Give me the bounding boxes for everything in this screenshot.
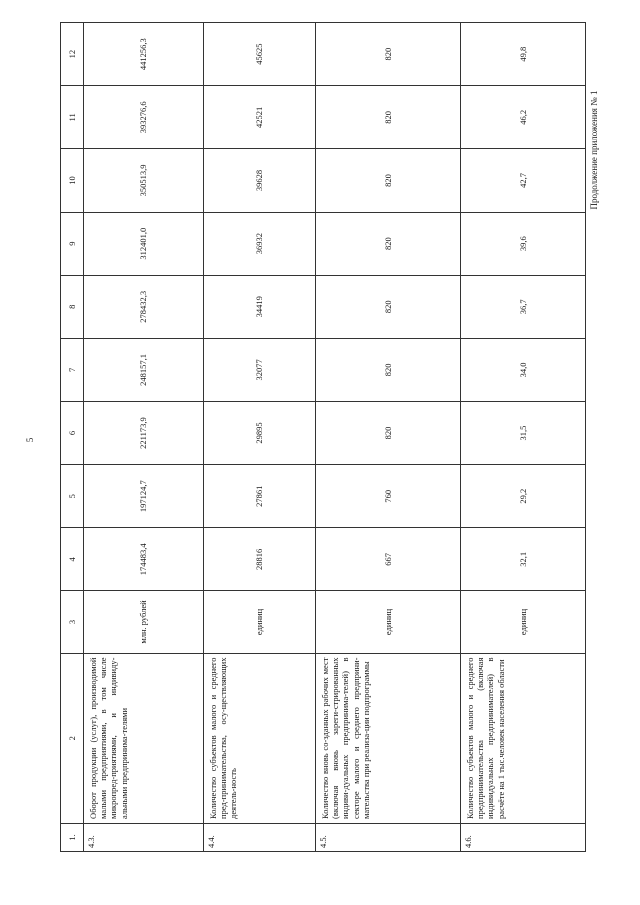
column-header: 12 [61, 23, 84, 86]
value-cell: 42,7 [461, 149, 586, 212]
value-cell: 34419 [204, 275, 316, 338]
value-cell: 820 [316, 23, 461, 86]
row-description: Количество субъектов малого и среднего пред-принимательства, осу-ществляющих деятель-ность [204, 653, 316, 823]
value-cell: 820 [316, 149, 461, 212]
column-header: 2 [61, 653, 84, 823]
table-row [204, 23, 316, 852]
value-cell: 820 [316, 338, 461, 401]
column-header: 8 [61, 275, 84, 338]
rotated-table-container [60, 22, 580, 852]
table-row [461, 23, 586, 852]
value-cell: 197124,7 [84, 465, 204, 528]
value-cell: 441256,3 [84, 23, 204, 86]
value-cell: 820 [316, 86, 461, 149]
rotated-table-frame [60, 22, 580, 852]
value-cell: 34,0 [461, 338, 586, 401]
value-cell: 42521 [204, 86, 316, 149]
value-cell: 36,7 [461, 275, 586, 338]
value-cell: 28816 [204, 528, 316, 591]
value-cell: 27861 [204, 465, 316, 528]
value-cell: 393276,6 [84, 86, 204, 149]
value-cell: 221173,9 [84, 401, 204, 464]
value-cell: 39,6 [461, 212, 586, 275]
column-header: 10 [61, 149, 84, 212]
value-cell: 278432,3 [84, 275, 204, 338]
page-number: 5 [25, 437, 35, 443]
value-cell: 46,2 [461, 86, 586, 149]
column-header: 4 [61, 528, 84, 591]
row-index: 4.3. [84, 823, 204, 851]
appendix-header: Продолжение приложения № 1 [589, 90, 599, 210]
value-cell: 312401,0 [84, 212, 204, 275]
row-description: Количество субъектов малого и среднего предпринимательства (включая индивидуальных предпринимателей) в расчёте на 1 тыс.человек населения области [461, 653, 586, 823]
header-wrap [589, 90, 605, 210]
column-header: 5 [61, 465, 84, 528]
row-unit: единиц [204, 591, 316, 653]
value-cell: 248157,1 [84, 338, 204, 401]
value-cell: 39628 [204, 149, 316, 212]
column-header: 3 [61, 591, 84, 653]
value-cell: 820 [316, 401, 461, 464]
value-cell: 667 [316, 528, 461, 591]
value-cell: 49,8 [461, 23, 586, 86]
data-table [60, 22, 586, 852]
column-number-row [61, 23, 84, 852]
value-cell: 32077 [204, 338, 316, 401]
value-cell: 350513,9 [84, 149, 204, 212]
value-cell: 29,2 [461, 465, 586, 528]
value-cell: 760 [316, 465, 461, 528]
column-header: 1. [61, 823, 84, 851]
column-header: 6 [61, 401, 84, 464]
table-row [316, 23, 461, 852]
value-cell: 31,5 [461, 401, 586, 464]
value-cell: 45625 [204, 23, 316, 86]
value-cell: 36932 [204, 212, 316, 275]
row-description: Количество вновь со-зданных рабочих мест (включая вновь зареги-стрированных индиви-дуальных предпринима-телей) в секторе малого и среднего предприни-мательства при реализа-ции подпрограммы [316, 653, 461, 823]
value-cell: 29895 [204, 401, 316, 464]
value-cell: 820 [316, 275, 461, 338]
table-row [84, 23, 204, 852]
value-cell: 174483,4 [84, 528, 204, 591]
value-cell: 820 [316, 212, 461, 275]
row-index: 4.5. [316, 823, 461, 851]
row-unit: млн. рублей [84, 591, 204, 653]
row-index: 4.4. [204, 823, 316, 851]
row-unit: единиц [461, 591, 586, 653]
column-header: 11 [61, 86, 84, 149]
column-header: 7 [61, 338, 84, 401]
row-description: Оборот продукции (услуг), производимой малыми предприятиями, в том числе микропред-приятиями, и индивиду-альными предпринима-телями [84, 653, 204, 823]
column-header: 9 [61, 212, 84, 275]
row-unit: единиц [316, 591, 461, 653]
row-index: 4.6. [461, 823, 586, 851]
value-cell: 32,1 [461, 528, 586, 591]
